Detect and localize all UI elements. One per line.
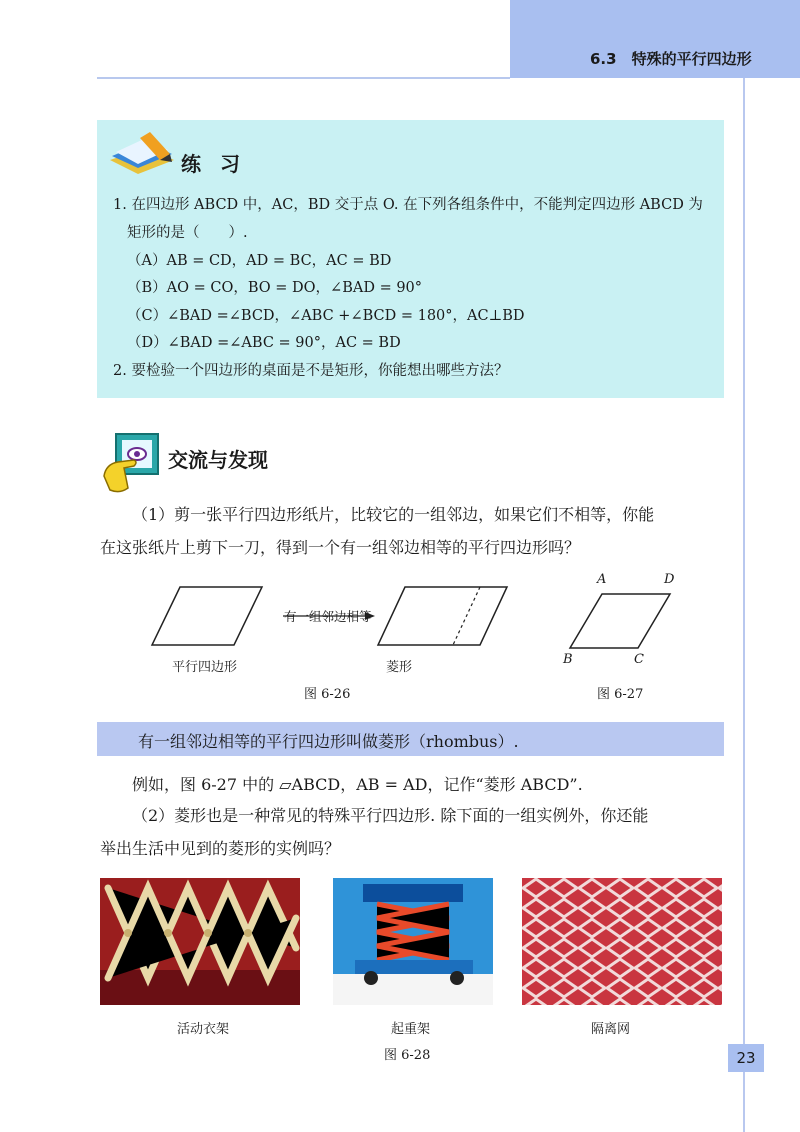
question-1-line-2: 矩形的是（ ）. (127, 225, 248, 241)
vertex-d-label: D (664, 572, 675, 587)
rhombus-label: 菱形 (386, 660, 413, 675)
question-2: 2. 要检验一个四边形的桌面是不是矩形，你能想出哪些方法？ (113, 363, 509, 379)
isolation-net-label: 隔离网 (591, 1022, 631, 1037)
parallelogram-label: 平行四边形 (172, 660, 238, 675)
paragraph-1-line-1: （1）剪一张平行四边形纸片，比较它的一组邻边，如果它们不相等，你能 (132, 505, 655, 524)
paragraph-1-line-2: 在这张纸片上剪下一刀，得到一个有一组邻边相等的平行四边形吗？ (100, 538, 581, 557)
folding-hanger-label: 活动衣架 (177, 1022, 230, 1037)
arrow-label: 有一组邻边相等 (284, 609, 372, 624)
header-rule (97, 77, 510, 79)
paragraph-2-line-2: 举出生活中见到的菱形的实例吗？ (100, 839, 341, 858)
vertex-c-label: C (634, 652, 644, 667)
scissor-lift-photo (333, 878, 493, 1005)
figure-6-28-caption: 图 6-28 (384, 1048, 431, 1063)
scissor-lift-label: 起重架 (391, 1022, 431, 1037)
page-number: 23 (728, 1044, 764, 1072)
option-b: （B）AO = CO，BO = DO，∠BAD = 90° (127, 280, 423, 296)
pointing-hand-icon (98, 430, 162, 496)
option-c: （C）∠BAD =∠BCD，∠ABC +∠BCD = 180°，AC⊥BD (127, 308, 525, 324)
rhombus-abcd-shape (570, 594, 670, 648)
folding-hanger-photo (100, 878, 300, 1005)
question-1-line-1: 1. 在四边形 ABCD 中，AC，BD 交于点 O. 在下列各组条件中，不能判定四边形 ABCD 为 (113, 197, 703, 213)
vertex-a-label: A (597, 572, 607, 587)
section-title: 6.3 特殊的平行四边形 (590, 50, 752, 68)
rhombus-definition: 有一组邻边相等的平行四边形叫做菱形（rhombus）. (138, 732, 519, 751)
figure-6-26-caption: 图 6-26 (304, 687, 351, 702)
figure-6-27 (560, 580, 690, 660)
option-a: （A）AB = CD，AD = BC，AC = BD (127, 253, 392, 269)
isolation-net-photo (522, 878, 722, 1005)
parallelogram-shape (152, 587, 262, 645)
side-rule (743, 78, 745, 1132)
vertex-b-label: B (563, 652, 573, 667)
example-line: 例如，图 6-27 中的 ▱ABCD，AB = AD，记作“菱形 ABCD”. (132, 775, 583, 794)
rhombus-cut-shape (378, 587, 507, 645)
cut-line (453, 587, 480, 645)
books-pencil-icon (106, 130, 178, 178)
paragraph-2-line-1: （2）菱形也是一种常见的特殊平行四边形. 除下面的一组实例外，你还能 (132, 806, 649, 825)
figure-6-27-caption: 图 6-27 (597, 687, 644, 702)
option-d: （D）∠BAD =∠ABC = 90°，AC = BD (127, 335, 401, 351)
discussion-heading: 交流与发现 (168, 448, 268, 472)
exercise-heading: 练 习 (181, 152, 246, 176)
